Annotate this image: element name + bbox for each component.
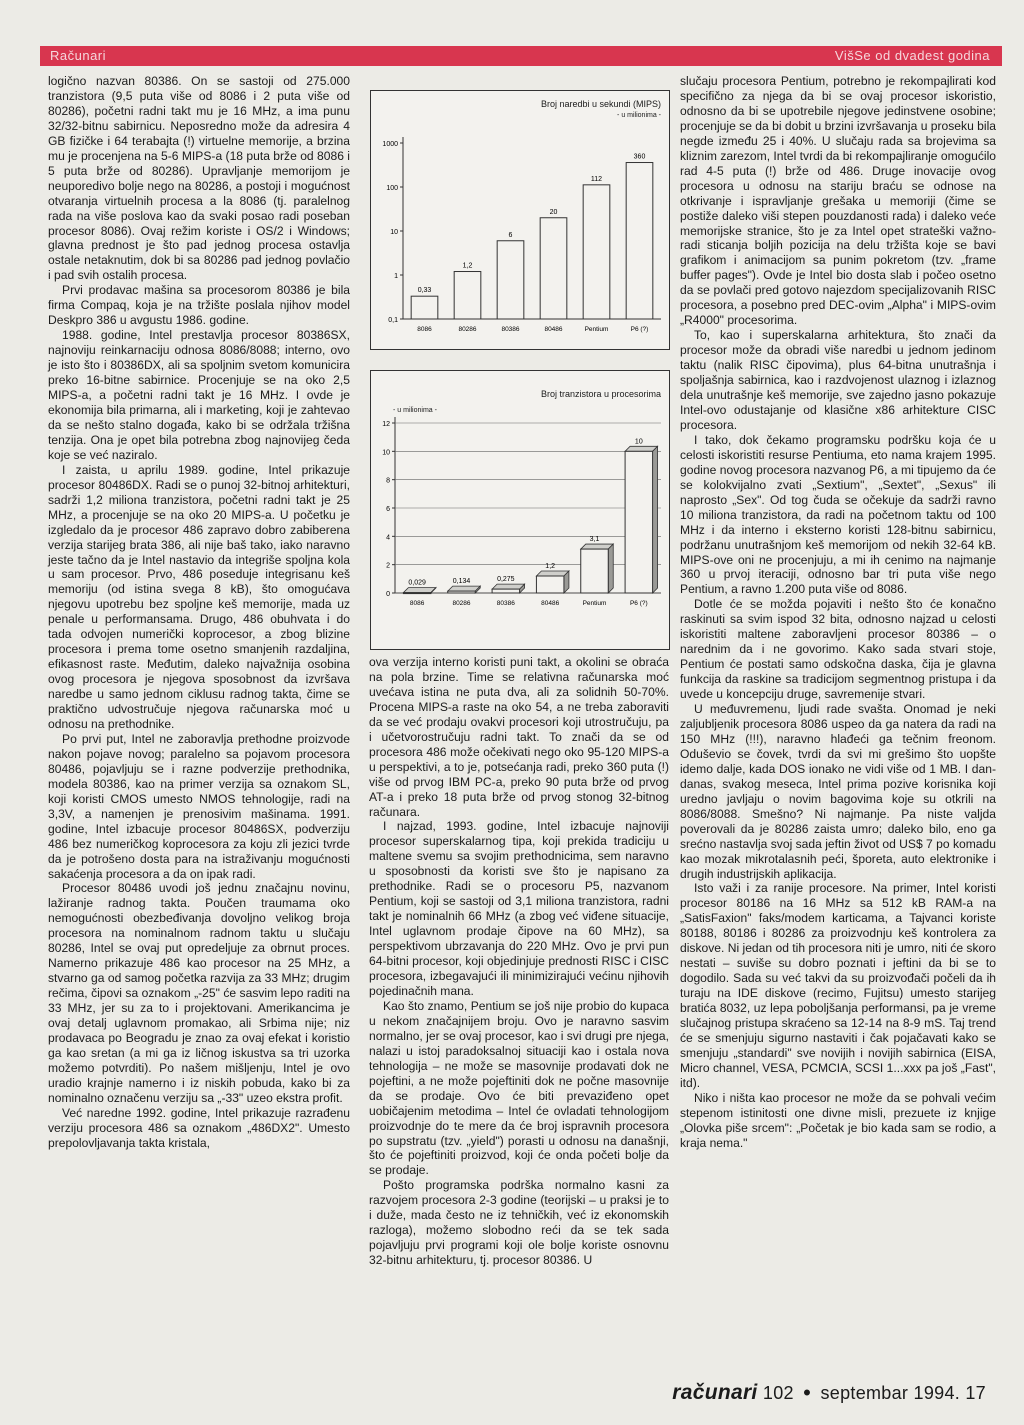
bar [581,549,608,593]
y-tick-label: 2 [386,562,390,570]
bar [497,241,524,319]
issue-date: septembar 1994. [820,1383,961,1403]
bar [403,593,430,594]
x-tick-label: P6 (?) [630,326,649,333]
bar-value-label: 360 [633,153,646,161]
section-name: Računari [50,48,107,63]
bar-value-label: 6 [508,231,513,239]
text-column-left [48,74,350,1151]
y-tick-label: 0 [386,591,390,598]
paragraph: logično nazvan 80386. On se sastoji od 275.000 tranzistora (9,5 puta više od 8086 i 2 puta više od 80286), početni radni takt mu je 16 MHz, a ima punu 32/32-bitnu sabirnicu. Neposredno može da adresira 4 GB fizičke i 64 terabajta (!) virtuelne memorije, a brzina mu je procenjena na 5-6 MIPS-a (18 puta brže od 8086 i 5 puta brže od 80286). Upravljanje memorijom je neuporedivo bolje nego na 80286, a postoji i mogućnost otvaranja virtuelnih procesa a la 8086 (tj. paralelnog rada na više poslova kao da svaki posao radi poseban procesor 8086). Ovaj režim koriste i OS/2 i Windows; glavna prednost je što pad jednog procesa ostavlja ostale netaknutim, dok bi sa 80286 pad jednog povlačio i pad svih ostalih procesa. [48,74,350,283]
y-tick-label: 0,1 [388,317,398,324]
paragraph: U međuvremenu, ljudi rade svašta. Onomad je neki zaljubljenik procesora 8086 uspeo da ga naterа da radi na 150 MHz (!!!), naravno hlađeći ga tečnim freonom. Oduševio se čovek, tvrdi da svi mi grešimo što uopšte idemo dalje, kada DOS ionako ne vidi više od 1 MB. I dan-danas, svakog meseca, Intel prima pozive korisnika koji uredno javljaju o novim bagovima koje su otkrili na 8086/8088. Smešno? Ni najmanje. Pa niste valjda poverovali da je 80286 zaista umro; daleko bilo, eno ga srećno nastavlja svoj sada jeftin život od US$ 7 po komadu kao mozak mikrotalasnih peći, šporeta, auto elektronike i drugih industrijskih aplikacija. [680,702,996,881]
bar-value-label: 112 [590,175,603,183]
x-tick-label: 80286 [458,326,477,333]
y-tick-label: 100 [386,185,398,192]
bar-value-label: 20 [549,208,558,216]
bar-value-label: 1,2 [545,563,556,570]
bar-value-label: 0,33 [417,287,432,295]
bar-value-label: 0,134 [452,578,471,586]
paragraph: Prvi prodavac mašina sa procesorom 80386 je bila firma Compaq, koja je na tržište poslala njihov model Deskpro 386 u avgustu 1986. godine. [48,283,350,328]
y-tick-label: 8 [386,477,390,485]
paragraph: Već naredne 1992. godine, Intel prikazuje razrađenu verziju procesora 486 sa oznakom „486DX2". Umesto prepolovljavanja takta kristala, [48,1105,350,1150]
page-number: 17 [965,1383,986,1403]
y-tick-label: 10 [382,449,390,457]
paragraph: Isto važi i za ranije procesore. Na primer, Intel koristi procesor 80186 na 16 MHz sa 512 kB RAM-a na „SatisFaxion" faks/modem karticama, a Tajvanci koriste 80188, 80186 i 80286 za proizvodnju keš kontrolera za diskove. Ni jedan od tih procesora niti je umro, niti će skoro nestati – suviše su dobro poznati i jeftini da bi se to dogodilo. Sada su već takvi da su proizvođači počeli da ih turaju na IDE diskove (recimo, Fujitsu) umesto starijeg bratića 8032, uz lepa poboljšanja performansi, pa je vreme slučajnog pristupa skraćeno sa 12-14 na 8-9 mS. Taj trend će se smenjuju sigurno nastaviti i čak pojačavati kako se smenjuju „standardi" sve novijih i novijih sabirnica (EISA, Micro channel, VESA, PCMCIA, SCSI 1...xxx pa još „Fast", itd). [680,881,996,1090]
paragraph: Po prvi put, Intel ne zaboravlja prethodne proizvode nakon pojave novog; paralelno sa pojavom procesora 80486, pojavljuju se i razne podverzije prethodnika, modela 80386, kao na primer verzija sa oznakom SL, koji koristi CMOS umesto NMOS tehnologije, radi na 3,3V, a namenjen je prenosivim mašinama. 1991. godine, Intel izbacuje procesor 80486SX, podverziju 486 bez numeričkog koprocesora za koju zli jezici tvrde da je potrošeno dosta para na istraživanju mogućnosti sakaćenja procesora a da on ipak radi. [48,731,350,881]
chart-title-text: Broj tranzistora u procesorima [540,389,661,399]
bar-top [581,544,613,549]
chart-subtitle: - u milionima - [393,407,437,414]
x-tick-label: 8086 [417,326,432,333]
issue-number: 102 [762,1383,794,1403]
paragraph: To, kao i superskalarna arhitektura, što znači da procesor može da obradi više naredbi u jednom jedinom taktu (nalik RISC čipovima), plus 64-bitna unutrašnja i spoljašnja sabirnica, kao i razdvojenost ulaznog i izlaznog dela unutrašnje keš memorije, sve zajedno jasno pokazuje Intel-ovo odustajanje od klasične x86 arhitekture CISC procesora. [680,328,996,432]
bar-top [403,588,435,593]
bar [536,576,563,593]
bar [583,185,610,319]
y-tick-label: 1000 [382,141,398,148]
x-tick-label: P6 (?) [629,600,648,607]
bar-top [448,586,480,591]
chart-subtitle: - u milionima - [617,112,661,119]
bar-side [608,544,613,593]
x-tick-label: Pentium [584,326,609,333]
transistor-chart [370,370,670,650]
x-tick-label: 80486 [541,600,560,607]
magazine-brand: računari [672,1381,758,1404]
paragraph: I zaista, u aprilu 1989. godine, Intel prikazuje procesor 80486DX. Radi se o punoj 32-bitnoj arhitekturi, sadrži 1,2 miliona tranzistora, početni radni takt je 25 MHz, a procenjuje se na oko 20 MIPS-a. U početku je izgledalo da je procesor 486 zapravo dobro zabiberena verzija starijeg brata 386, ali nije baš tako, iako naravno jeste tačno da je Intel nastavio da integriše spoljna kola u sam procesor. Prvo, 486 poseduje integrisanu keš memoriju (od istina svega 8 kB), što omogućava njegovu upotrebu bez spoljne keš memorije, mada uz penale u performansama. Drugo, 486 obuhvata i do tada odvojen numerički koprocesor, a zbog blizine procesora i prema tome osetno smanjenih razdaljina, efikasnost raste. Međutim, daleko najvažnija osobina ovog procesora je njegova sposobnost da izvršava naredbe u samo jednom ciklusu radnog takta, čime se praktično udvostručuje njegova računarska moć u odnosu na prethodnike. [48,462,350,731]
bar-value-label: 1,2 [462,262,473,270]
bar-value-label: 0,275 [497,576,515,584]
x-tick-label: Pentium [582,600,607,607]
bar [454,272,481,319]
chart-title-text: Broj naredbi u sekundi (MIPS) [540,99,661,109]
bar [492,589,519,593]
paragraph: Kao što znamo, Pentium se još nije probio do kupaca u nekom značajnijem broju. Ovo je naravno sasvim normalno, jer se ovaj procesor, kao i svi drugi pre njega, nalazi u istoj paradoksalnoj situaciji kao i ostala nova tehnologija – ne može se masovnije prodavati dok ne pojeftini, a ne može pojeftiniti dok ne počne masovnije da se prodaje. Ovo će biti prevaziđeno opet uobičajenim metodima – Intel će ovladati tehnologijom proizvodnje do te mere da će broj ispravnih procesora po supstratu (tzv. „yield") porasti u odnosu na današnji, što će pojeftiniti proizvod, koji će onda početi bolje da se prodaje. [369,998,669,1178]
separator-dot: • [803,1380,812,1405]
y-tick-label: 10 [390,229,398,236]
bar-value-label: 0,029 [408,579,426,587]
text-column-right [680,74,996,1151]
paragraph: Dotle će se možda pojaviti i nešto što će konačno raskinuti sa svim ispod 32 bita, odnosno najzad u celosti iskoristiti maltene zaboravljeni procesor 80386 – o narednim da i ne govorimo. Kako sada stvari stoje, Pentium će postati samo odskočna daska, čija je glavna funkcija da raskine sa tradicijom segmentnog pristupa i da uvede u koncepciju druge, savremenije stvari. [680,597,996,702]
mips-chart-svg [371,91,669,349]
transistor-chart-svg [371,371,669,649]
bar-top [536,571,568,576]
page-footer [672,1380,986,1406]
bar [540,218,567,319]
bar-value-label: 10 [634,438,643,446]
paragraph: I najzad, 1993. godine, Intel izbacuje najnoviji procesor superskalarnog tipa, koji prekida tradiciju u maltene svemu sa svojim prethodnicima, sem naravno u sposobnosti da koristi sve što je napisano za prethodnike. Radi se o procesoru P5, nazvanom Pentium, koji se sastoji od 3,1 miliona tranzistora, radni takt je nominalnih 66 MHz (a zbog već viđene situacije, Intel uglavnom prodaje čipove na 60 MHz), sa perspektivom ubrzavanja do 220 MHz. Ovo je prvi pun 64-bitni procesor, koji objedinjuje prednosti RISC i CISC procesora, izbegavajući ili minimizirajući većinu njihovih pojedinačnih mana. [369,819,669,998]
paragraph: I tako, dok čekamo programsku podršku koja će u celosti iskoristiti resurse Pentiuma, eto nama krajem 1995. godine novog procesora nazvanog P6, a mi tipujemo da će se kolokvijalno zvati „Sextium", „Sextet", „Sexus" ili naprosto „Sex". Od tog čuda se očekuje da sadrži ravno 10 miliona tranzistora, da radi na početnom taktu od 100 MHz i da interno i eksterno koristi 128-bitnu sabirnicu, podržanu unutrašnjom keš memorijom od nekih 32-64 kB. MIPS-ove oni ne procenjuju, a mi ih cenimo na najmanje 360 u prvoj iteraciji, odnosno bar tri puta više nego Pentium, a ravno 1.200 puta više od 8086. [680,432,996,597]
mips-chart [370,90,670,350]
series-title: VišSe od dvadest godina [834,48,990,63]
y-tick-label: 6 [386,506,390,513]
y-tick-label: 1 [394,273,398,280]
text-column-middle [369,655,669,1268]
paragraph: 1988. godine, Intel prestavlja procesor 80386SX, najnoviju reinkarnaciju odnosa 8086/8088; interno, ovo je isto što i 80386DX, ali sa spoljnim svetom komunicira preko 16-bitne sabirnice. Procenjuje se na oko 2,5 MIPS-a, a početni radni takt je 16 MHz. I ovde je ekonomija bila primarna, ali i marketing, koji je zahtevao da se nešto stalno događa, kako bi se održala tržišna tenzija. Ona je opet bila potrebna zbog najnovijeg čeda koje se već naziralo. [48,328,350,462]
y-tick-label: 4 [386,534,390,542]
y-tick-label: 12 [382,421,390,428]
bar-top [492,584,524,589]
paragraph: Niko i ništa kao procesor ne može da se pohvali većim stepenom istinitosti one divne misli, prezuete iz knjige „Olovka piše srcem": „Početak je bio kada sam se rodio, a kraja nema." [680,1090,996,1150]
x-tick-label: 80286 [452,600,471,607]
bar [411,296,438,319]
x-tick-label: 80486 [544,326,563,333]
paragraph: Pošto programska podrška normalno kasni za razvojem procesora 2-3 godine (teorijski – u praksi je to i duže, mada često ne iz tehničkih, već iz ekonomskih razloga), možemo slobodno reći da se tek sada pojavljuju prvi programi koji ole bolje koriste osnovnu 32-bitnu arhitekturu, tj. procesor 80386. U [369,1178,669,1268]
paragraph: slučaju procesora Pentium, potrebno je rekompajlirati kod specifično za njega da bi se ovaj procesor iskoristio, odnosno da bi se upotrebile njegove jedinstvene osobine; procenjuje se da bi dobit u brzini izvršavanja u proseku bila negde između 25 i 40%. U slučaju rada sa brojevima sa kliznim zarezom, Intel tvrdi da bi rekompajliranje omogućilo rad 4-5 puta (!) brže od 486. Druge inovacije ovog procesora u odnosu na stariju braću se odnose na otkrivanje i ispravljanje grešaka u memoriji (čime se postiže daleko viši stepen pouzdanosti rada) i daleko veće memorijske stranice, što je za Intel opet strateški važno-radi sticanja boljih pozicija na delu tržišta koje se bavi grafikom i animacijom sa punim pokretom (tzv. „frame buffer pages"). Ovde je Intel bio dosta slab i počeo osetno da se povlači pred gotovo najezdom specijalizovanih RISC procesora, a posebno pred DEC-ovim „Alpha" i MIPS-ovim „R4000" procesorima. [680,74,996,328]
paragraph: Procesor 80486 uvodi još jednu značajnu novinu, lažiranje radnog takta. Poučen traumama oko nemogućnosti obezbeđivanja dovoljno velikog broja procesora na nominalnom radnom taktu u slučaju 80286, Intel se ovaj put opredeljuje za obrnut proces. Namerno prikazuje 486 kao procesor na 25 MHz, a stvarno ga od samog početka razvija za 33 MHz; drugim rečima, čipovi sa oznakom „-25" će sasvim lepo raditi na 33 MHz, jer su za to i projektovani. Amerikancima je ovaj detalj uglavnom promakao, ali Srbima nije; niz prodavaca po Beogradu je znao za ovaj efekat i koristio ga kao sretan (a mi ga iz ličnog iskustva sa tri uzorka možemo potvrditi). Po našem mišljenju, Intel je ovo uradio krajnje namerno i iz niskih pobuda, kako bi za nominalno označenu verziju sa „-33" uzeo ekstra profit. [48,881,350,1105]
section-header-bar [40,46,1002,66]
bar-top [625,446,657,451]
x-tick-label: 80386 [496,600,515,607]
bar [625,451,652,593]
x-tick-label: 80386 [501,326,520,333]
bar-value-label: 3,1 [589,536,600,544]
bar-side [653,446,658,593]
paragraph: ova verzija interno koristi puni takt, a okolini se obraća na pola brzine. Time se relativna računarska moć uvećava istina ne puta dva, ali za solidnih 50-70%. Procena MIPS-a raste na oko 54, a ne treba zaboraviti da se već prodaju ovakvi procesori koji utrostručuju, pa i učetvorostručuju radni takt. To znači da se od procesora 486 može očekivati nego oko 95-120 MIPS-a u perspektivi, a to je, potsećanja radi, preko 360 puta (!) više od prvog IBM PC-a, preko 90 puta brže od prvog AT-a i preko 18 puta brže od prvog stonog 32-bitnog računara. [369,655,669,819]
bar [448,591,475,593]
x-tick-label: 8086 [409,600,425,607]
bar [626,163,653,319]
